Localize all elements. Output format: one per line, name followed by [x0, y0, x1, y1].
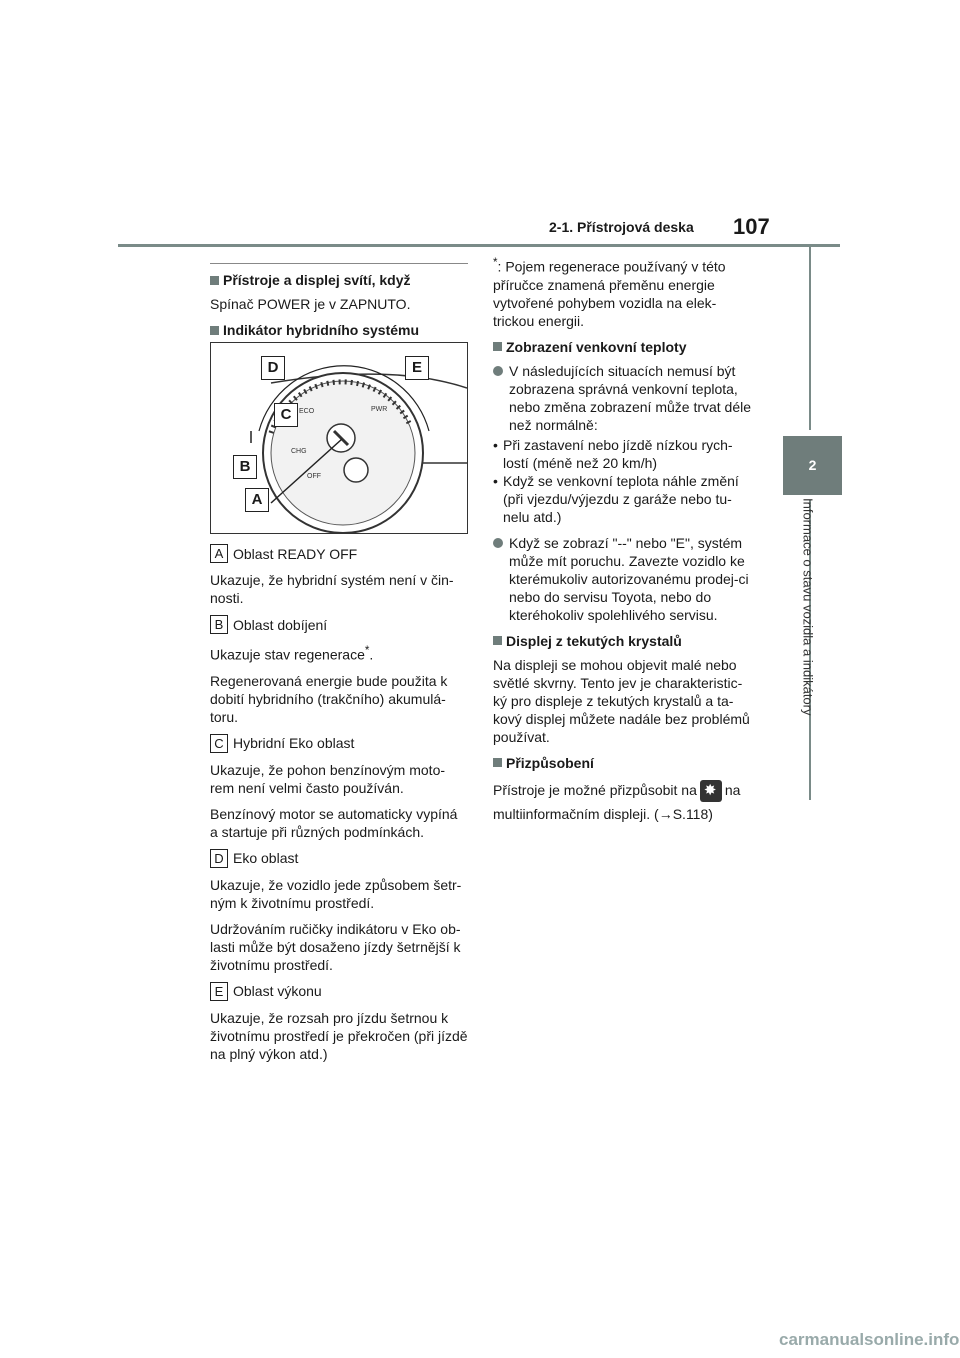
- heading: Zobrazení venkovní teploty: [493, 338, 753, 356]
- paragraph: Na displeji se mohou objevit malé nebo světlé skvrny. Tento jev je charakteristic-ký pro displeje z tekutých krystalů a ta-kový displej můžete nadále bez problémů používat.: [493, 656, 750, 745]
- paragraph: Ukazuje stav regenerace*.: [210, 644, 374, 663]
- paragraph: Spínač POWER je v ZAPNUTO.: [210, 296, 411, 312]
- item-d-title: D Eko oblast: [210, 849, 468, 868]
- heading: Indikátor hybridního systému: [210, 321, 468, 339]
- round-bullet-icon: [493, 366, 503, 376]
- label-box: E: [210, 982, 228, 1001]
- paragraph: Regenerovaná energie bude použita k dobití hybridního (trakčního) akumulá-toru.: [210, 672, 448, 725]
- label-box: D: [210, 849, 228, 868]
- dial-label-eco: ECO: [299, 408, 315, 415]
- list-item: • Při zastavení nebo jízdě nízkou rych-lostí (méně než 20 km/h): [493, 436, 733, 471]
- dial-label-off: OFF: [307, 473, 321, 480]
- paragraph: Udržováním ručičky indikátoru v Eko ob-lasti může být dosaženo jízdy šetrnější k životnímu prostředí.: [210, 920, 461, 973]
- heading: Přístroje a displej svítí, když: [210, 271, 468, 289]
- chapter-title: Informace o stavu vozidla a indikátory: [800, 498, 816, 716]
- right-column: [493, 254, 753, 834]
- heading: Displej z tekutých krystalů: [493, 632, 753, 650]
- page-number: 107: [733, 214, 770, 239]
- figure-label-b: B: [233, 455, 257, 479]
- figure-label-d: D: [261, 356, 285, 380]
- dial-label-chg: CHG: [291, 448, 307, 455]
- left-column-top: [210, 271, 468, 345]
- list-item: Když se zobrazí "--" nebo "E", systém může mít poruchu. Zavezte vozidlo ke kterémukoliv autorizovanému prodej-ci nebo do servisu Toyota, nebo do kteréhokoliv spolehlivého servisu.: [493, 534, 753, 624]
- settings-gear-icon: [700, 780, 722, 802]
- paragraph: Ukazuje, že pohon benzínovým moto-rem není velmi často používán.: [210, 761, 446, 796]
- header-rule: [118, 244, 840, 247]
- label-box: B: [210, 615, 228, 634]
- list-item: V následujících situacích nemusí být zobrazena správná venkovní teplota, nebo změna zobrazení může trvat déle než normálně:: [493, 362, 753, 434]
- paragraph: Ukazuje, že vozidlo jede způsobem šetr-ným k životnímu prostředí.: [210, 876, 462, 911]
- square-bullet-icon: [493, 758, 502, 767]
- heading: Přizpůsobení: [493, 754, 753, 772]
- square-bullet-icon: [210, 276, 219, 285]
- square-bullet-icon: [210, 326, 219, 335]
- figure-label-a: A: [245, 488, 269, 512]
- footnote: *: Pojem regenerace používaný v této příručce znamená přeměnu energie vytvořené pohybem vozidla na elek-trickou energii.: [493, 256, 726, 329]
- item-a-title: A Oblast READY OFF: [210, 544, 468, 563]
- section-title: 2-1. Přístrojová deska: [549, 219, 694, 235]
- label-box: A: [210, 544, 228, 563]
- left-column-body: [210, 544, 468, 1071]
- hybrid-indicator-figure: [210, 342, 468, 534]
- chapter-tab: 2: [783, 436, 842, 495]
- watermark: carmanualsonline.info: [779, 1330, 960, 1349]
- item-b-title: B Oblast dobíjení: [210, 615, 468, 634]
- square-bullet-icon: [493, 342, 502, 351]
- figure-label-e: E: [405, 356, 429, 380]
- item-e-title: E Oblast výkonu: [210, 982, 468, 1001]
- paragraph: Ukazuje, že hybridní systém není v čin-nosti.: [210, 572, 454, 606]
- square-bullet-icon: [493, 636, 502, 645]
- item-c-title: C Hybridní Eko oblast: [210, 734, 468, 753]
- label-box: C: [210, 734, 228, 753]
- dial-label-pwr: PWR: [371, 406, 388, 413]
- paragraph: Přístroje je možné přizpůsobit na✸ na multiinformačním displeji. (→S.118): [493, 778, 753, 826]
- figure-label-c: C: [274, 403, 298, 427]
- side-rule: [809, 247, 811, 430]
- paragraph: Ukazuje, že rozsah pro jízdu šetrnou k životnímu prostředí je překročen (při jízdě na plný výkon atd.): [210, 1009, 468, 1062]
- list-item: • Když se venkovní teplota náhle změní (při vjezdu/výjezdu z garáže nebo tu-nelu atd.): [493, 472, 739, 525]
- column-rule: [210, 263, 468, 264]
- round-bullet-icon: [493, 538, 503, 548]
- paragraph: Benzínový motor se automaticky vypíná a startuje při různých podmínkách.: [210, 805, 458, 840]
